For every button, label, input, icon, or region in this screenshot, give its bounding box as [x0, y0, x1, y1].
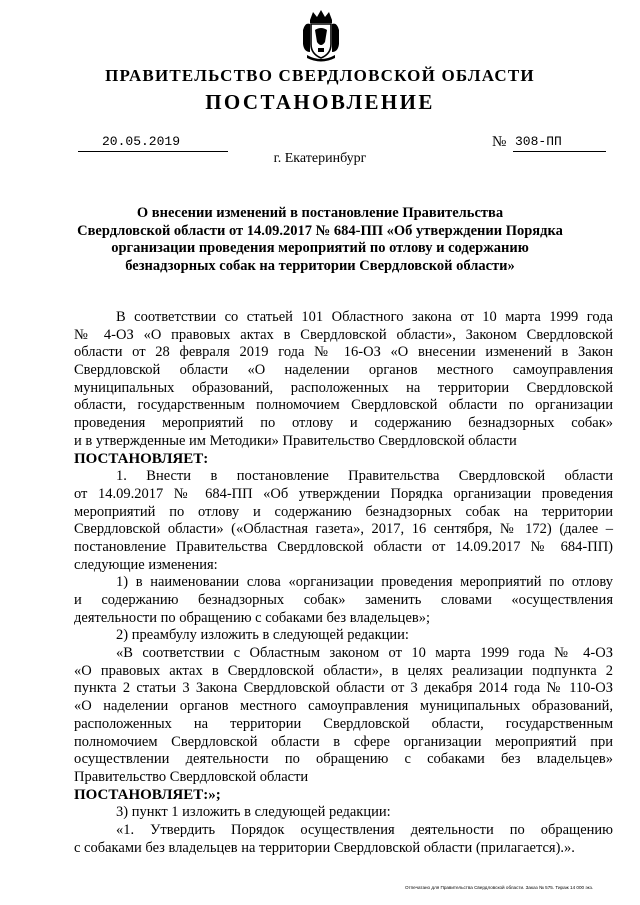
body-line: «В соответствии с Областным законом от 10 марта 1999 года № 4-ОЗ	[116, 645, 613, 662]
body-line: следующие изменения:	[74, 556, 218, 573]
title-line: безнадзорных собак на территории Свердловской области»	[125, 257, 515, 274]
body-line: от 14.09.2017 № 684-ПП «Об утверждении Порядка организации проведения	[74, 485, 613, 502]
organization-name: ПРАВИТЕЛЬСТВО СВЕРДЛОВСКОЙ ОБЛАСТИ	[105, 66, 535, 85]
body-line: В соответствии со статьей 101 Областного закона от 10 марта 1999 года	[116, 309, 613, 325]
body-line: 1. Внести в постановление Правительства Свердловской области	[116, 468, 613, 485]
body-line: № 4-ОЗ «О правовых актах в Свердловской области», Законом Свердловской	[74, 326, 613, 343]
document-title	[60, 205, 580, 275]
date-field	[78, 134, 228, 152]
body-line: Свердловской области» («Областная газета», 2017, 16 сентября, № 172) (далее –	[74, 521, 613, 538]
document-body	[74, 309, 613, 857]
title-line: организации проведения мероприятий по отлову и содержанию	[111, 240, 529, 257]
body-line: с собаками без владельцев на территории Свердловской области (прилагается).».	[74, 839, 575, 856]
body-line: полномочием Свердловской области в сфере организации мероприятий при	[74, 733, 613, 750]
print-footer: Отпечатано для Правительства Свердловской области. Заказ № 575. Тираж 14 000 экз.	[405, 885, 594, 890]
body-line: проведения мероприятий по отлову и содержанию безнадзорных собак»	[74, 415, 613, 432]
body-line: 3) пункт 1 изложить в следующей редакции:	[116, 804, 391, 821]
body-line: и в утвержденные им Методики» Правительство Свердловской области	[74, 432, 517, 449]
body-line: области, государственным полномочием Свердловской области по организации	[74, 397, 613, 414]
body-line: постановление Правительства Свердловской области от 14.09.2017 № 684-ПП)	[74, 538, 613, 555]
resolves-heading: ПОСТАНОВЛЯЕТ:»;	[74, 786, 221, 803]
document-number: 308-ПП	[515, 134, 562, 149]
body-line: пункта 2 статьи 3 Закона Свердловской области от 3 декабря 2014 года № 110-ОЗ	[74, 680, 613, 697]
number-field	[513, 134, 606, 152]
body-line: Свердловской области «О наделении органов местного самоуправления	[74, 362, 613, 379]
body-line: «1. Утвердить Порядок осуществления деятельности по обращению	[116, 821, 613, 838]
body-line: деятельности по обращению с собаками без владельцев»;	[74, 609, 431, 626]
document-type: ПОСТАНОВЛЕНИЕ	[205, 90, 435, 114]
body-line: мероприятий по отлову и содержанию безнадзорных собак на территории	[74, 503, 613, 520]
city: г. Екатеринбург	[273, 151, 367, 166]
body-line: «О наделении органов местного самоуправления муниципальных образований,	[74, 698, 613, 715]
number-label: №	[492, 134, 507, 150]
document-date: 20.05.2019	[102, 134, 181, 149]
body-line: 2) преамбулу изложить в следующей редакции:	[116, 627, 409, 644]
coat-of-arms-icon	[301, 8, 341, 63]
body-line: осуществлении деятельности по обращению с собаками без владельцев»	[74, 751, 613, 768]
body-line: «О правовых актах в Свердловской области», в целях реализации подпункта 2	[74, 662, 613, 679]
title-line: О внесении изменений в постановление Правительства	[136, 205, 504, 221]
body-line: 1) в наименовании слова «организации проведения мероприятий по отлову	[116, 574, 613, 591]
title-line: Свердловской области от 14.09.2017 № 684-ПП «Об утверждении Порядка	[77, 222, 563, 239]
body-line: области от 28 февраля 2019 года № 16-ОЗ «О внесении изменений в Закон	[74, 344, 613, 361]
body-line: расположенных на территории Свердловской области, государственным	[74, 715, 613, 732]
body-line: и содержанию безнадзорных собак» заменить словами «осуществления	[74, 592, 613, 608]
body-line: муниципальных образований, расположенных на территории Свердловской	[74, 379, 613, 396]
body-line: Правительство Свердловской области	[74, 768, 309, 785]
resolves-heading: ПОСТАНОВЛЯЕТ:	[74, 450, 209, 467]
